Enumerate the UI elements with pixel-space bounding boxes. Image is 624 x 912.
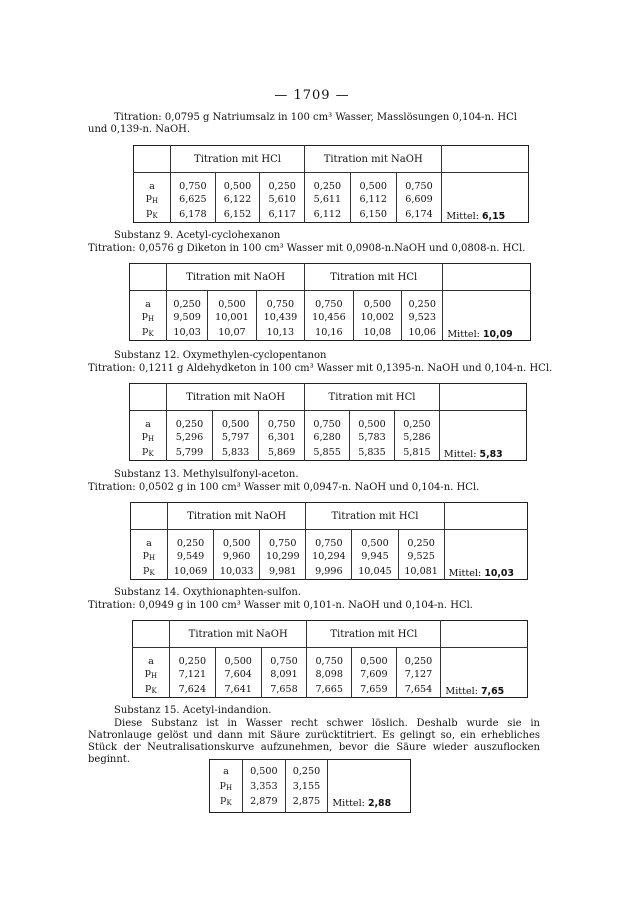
cell: 2,879 bbox=[243, 794, 286, 812]
titration-table-2 bbox=[129, 263, 531, 341]
cell: 6,625 bbox=[171, 192, 216, 207]
intro-line-1: Titration: 0,0795 g Natriumsalz in 100 cm³ Wasser, Masslösungen 0,104-n. HCl bbox=[114, 112, 517, 123]
label-ph-p: p bbox=[141, 310, 149, 321]
header-right: Titration mit HCl bbox=[306, 503, 444, 530]
label-ph-p: p bbox=[142, 549, 150, 560]
cell: 6,301 bbox=[259, 430, 305, 445]
label-ph-sub: H bbox=[226, 783, 233, 792]
cell: 9,549 bbox=[168, 549, 214, 564]
header-right: Titration mit HCl bbox=[305, 384, 440, 411]
empty-cell bbox=[328, 779, 411, 794]
cell: 0,750 bbox=[396, 173, 442, 193]
cell: 10,294 bbox=[306, 549, 352, 564]
cell: 5,610 bbox=[260, 192, 305, 207]
label-pk bbox=[134, 207, 171, 222]
row-pk bbox=[210, 794, 411, 812]
row-a bbox=[131, 530, 528, 550]
cell: 0,250 bbox=[394, 411, 439, 431]
mittel-value: 6,15 bbox=[482, 210, 506, 222]
heading-substanz-14: Substanz 14. Oxythionaphten-sulfon. bbox=[114, 587, 302, 598]
label-pk bbox=[133, 682, 170, 697]
cell: 6,178 bbox=[171, 207, 216, 222]
cell: 10,07 bbox=[208, 325, 256, 340]
mittel-value: 5,83 bbox=[479, 448, 503, 460]
row-ph bbox=[130, 430, 527, 445]
empty-cell bbox=[441, 667, 528, 682]
label-pk-sub: K bbox=[226, 798, 232, 807]
cell: 5,799 bbox=[167, 445, 213, 460]
label-ph-p: p bbox=[144, 667, 152, 678]
label-ph-sub: H bbox=[148, 314, 155, 323]
cell: 0,250 bbox=[402, 291, 443, 311]
label-ph bbox=[210, 779, 243, 794]
empty-cell bbox=[441, 648, 528, 668]
cell: 9,996 bbox=[306, 564, 352, 579]
cell: 3,155 bbox=[285, 779, 328, 794]
label-pk-sub: K bbox=[149, 568, 155, 577]
header-mittel-blank bbox=[442, 146, 529, 173]
mittel-label: Mittel: bbox=[443, 448, 477, 460]
label-pk-p: p bbox=[142, 444, 149, 456]
row-ph bbox=[131, 549, 528, 564]
cell: 6,280 bbox=[305, 430, 350, 445]
titration-table-5 bbox=[132, 620, 528, 698]
cell: 6,150 bbox=[350, 207, 396, 222]
mittel-cell bbox=[444, 564, 527, 579]
label-ph-p: p bbox=[219, 779, 227, 790]
row-ph bbox=[210, 779, 411, 794]
label-ph bbox=[131, 549, 168, 564]
cell: 5,286 bbox=[394, 430, 439, 445]
row-pk bbox=[134, 207, 529, 222]
mittel-label: Mittel: bbox=[447, 328, 480, 340]
mittel-label: Mittel: bbox=[446, 210, 479, 222]
header-blank bbox=[130, 264, 167, 291]
cell: 7,659 bbox=[352, 682, 397, 697]
cell: 10,456 bbox=[305, 310, 353, 325]
label-ph-sub: H bbox=[151, 671, 158, 680]
cell: 7,665 bbox=[307, 682, 352, 697]
cell: 5,611 bbox=[305, 192, 351, 207]
cell: 0,250 bbox=[396, 648, 441, 668]
mittel-value: 10,03 bbox=[484, 567, 514, 579]
cell: 6,112 bbox=[305, 207, 351, 222]
cell: 0,750 bbox=[261, 648, 307, 668]
header-mittel-blank bbox=[443, 264, 531, 291]
heading-substanz-12: Substanz 12. Oxymethylen-cyclopentanon bbox=[114, 350, 327, 361]
cell: 7,624 bbox=[170, 682, 216, 697]
header-mittel-blank bbox=[441, 621, 528, 648]
cell: 5,783 bbox=[350, 430, 395, 445]
cell: 0,750 bbox=[171, 173, 216, 193]
cell: 0,500 bbox=[214, 530, 260, 550]
row-a bbox=[130, 291, 531, 311]
cell: 5,835 bbox=[350, 445, 395, 460]
cell: 0,250 bbox=[285, 760, 328, 780]
header-blank bbox=[134, 146, 171, 173]
mittel-label: Mittel: bbox=[445, 685, 478, 697]
cell: 10,001 bbox=[208, 310, 256, 325]
cell: 8,098 bbox=[307, 667, 352, 682]
header-mittel-blank bbox=[439, 384, 526, 411]
cell: 0,750 bbox=[260, 530, 306, 550]
cell: 6,174 bbox=[396, 207, 442, 222]
cell: 9,523 bbox=[402, 310, 443, 325]
label-a: a bbox=[210, 760, 243, 780]
mittel-cell bbox=[443, 325, 531, 340]
row-a bbox=[133, 648, 528, 668]
cell: 0,750 bbox=[306, 530, 352, 550]
cell: 10,08 bbox=[353, 325, 401, 340]
cell: 10,069 bbox=[168, 564, 214, 579]
label-pk-sub: K bbox=[152, 211, 158, 220]
cell: 9,509 bbox=[167, 310, 208, 325]
cell: 0,750 bbox=[305, 291, 353, 311]
label-pk bbox=[130, 325, 167, 340]
cell: 0,500 bbox=[215, 648, 261, 668]
titration-substanz-13: Titration: 0,0502 g in 100 cm³ Wasser mit 0,0947-n. NaOH und 0,104-n. HCl. bbox=[88, 482, 480, 493]
cell: 6,117 bbox=[260, 207, 305, 222]
cell: 10,033 bbox=[214, 564, 260, 579]
header-left: Titration mit NaOH bbox=[170, 621, 307, 648]
cell: 7,641 bbox=[215, 682, 261, 697]
label-a: a bbox=[131, 530, 168, 550]
mittel-value: 7,65 bbox=[481, 685, 505, 697]
row-pk bbox=[130, 325, 531, 340]
empty-cell bbox=[439, 430, 526, 445]
label-pk-p: p bbox=[220, 793, 227, 805]
cell: 5,869 bbox=[259, 445, 305, 460]
cell: 0,500 bbox=[208, 291, 256, 311]
intro-line-2: und 0,139-n. NaOH. bbox=[88, 124, 191, 135]
empty-cell bbox=[328, 760, 411, 780]
cell: 10,13 bbox=[256, 325, 304, 340]
cell: 0,500 bbox=[353, 291, 401, 311]
empty-cell bbox=[442, 192, 529, 207]
cell: 10,16 bbox=[305, 325, 353, 340]
label-ph-p: p bbox=[145, 192, 153, 203]
mittel-label: Mittel: bbox=[448, 567, 482, 579]
row-a bbox=[210, 760, 411, 780]
cell: 0,750 bbox=[259, 411, 305, 431]
label-pk-sub: K bbox=[151, 686, 157, 695]
label-a: a bbox=[130, 291, 167, 311]
cell: 3,353 bbox=[243, 779, 286, 794]
empty-cell bbox=[442, 173, 529, 193]
titration-substanz-9: Titration: 0,0576 g Diketon in 100 cm³ Wasser mit 0,0908-n.NaOH und 0,0808-n. HCl. bbox=[88, 243, 526, 254]
cell: 0,250 bbox=[167, 411, 213, 431]
mittel-cell bbox=[441, 682, 528, 697]
heading-substanz-9: Substanz 9. Acetyl-cyclohexanon bbox=[114, 230, 281, 241]
titration-table-1 bbox=[133, 145, 529, 223]
mittel-cell bbox=[328, 794, 411, 812]
header-mittel-blank bbox=[444, 503, 527, 530]
cell: 0,250 bbox=[170, 648, 216, 668]
cell: 9,960 bbox=[214, 549, 260, 564]
cell: 0,500 bbox=[215, 173, 260, 193]
cell: 9,945 bbox=[352, 549, 398, 564]
cell: 6,152 bbox=[215, 207, 260, 222]
cell: 0,250 bbox=[168, 530, 214, 550]
label-pk-sub: K bbox=[148, 449, 154, 458]
header-right: Titration mit HCl bbox=[307, 621, 441, 648]
mittel-cell bbox=[439, 445, 526, 460]
cell: 0,500 bbox=[213, 411, 259, 431]
cell: 0,750 bbox=[305, 411, 350, 431]
cell: 7,604 bbox=[215, 667, 261, 682]
titration-substanz-12: Titration: 0,1211 g Aldehydketon in 100 cm³ Wasser mit 0,1395-n. NaOH und 0,104-n. HCl. bbox=[88, 363, 553, 374]
header-right: Titration mit NaOH bbox=[305, 146, 442, 173]
cell: 0,750 bbox=[307, 648, 352, 668]
cell: 0,500 bbox=[352, 648, 397, 668]
cell: 10,06 bbox=[402, 325, 443, 340]
cell: 10,081 bbox=[398, 564, 444, 579]
cell: 0,500 bbox=[243, 760, 286, 780]
label-a: a bbox=[130, 411, 167, 431]
cell: 5,815 bbox=[394, 445, 439, 460]
cell: 5,797 bbox=[213, 430, 259, 445]
header-left: Titration mit NaOH bbox=[167, 264, 305, 291]
label-pk bbox=[210, 794, 243, 812]
label-a: a bbox=[134, 173, 171, 193]
label-a: a bbox=[133, 648, 170, 668]
page-number: — 1709 — bbox=[274, 88, 350, 103]
label-ph-sub: H bbox=[148, 434, 155, 443]
row-ph bbox=[134, 192, 529, 207]
label-ph-p: p bbox=[141, 430, 149, 441]
cell: 0,500 bbox=[352, 530, 398, 550]
row-pk bbox=[131, 564, 528, 579]
label-ph bbox=[130, 430, 167, 445]
cell: 0,250 bbox=[398, 530, 444, 550]
empty-cell bbox=[443, 291, 531, 311]
cell: 6,609 bbox=[396, 192, 442, 207]
cell: 6,122 bbox=[215, 192, 260, 207]
cell: 9,981 bbox=[260, 564, 306, 579]
empty-cell bbox=[443, 310, 531, 325]
label-pk bbox=[130, 445, 167, 460]
cell: 7,654 bbox=[396, 682, 441, 697]
mittel-label: Mittel: bbox=[332, 797, 365, 809]
cell: 2,875 bbox=[285, 794, 328, 812]
cell: 6,112 bbox=[350, 192, 396, 207]
cell: 10,299 bbox=[260, 549, 306, 564]
cell: 0,250 bbox=[305, 173, 351, 193]
cell: 9,525 bbox=[398, 549, 444, 564]
cell: 10,439 bbox=[256, 310, 304, 325]
row-a bbox=[134, 173, 529, 193]
header-left: Titration mit HCl bbox=[171, 146, 305, 173]
row-a bbox=[130, 411, 527, 431]
label-pk-p: p bbox=[145, 681, 152, 693]
label-pk bbox=[131, 564, 168, 579]
cell: 10,03 bbox=[167, 325, 208, 340]
mittel-cell bbox=[442, 207, 529, 222]
label-pk-sub: K bbox=[148, 329, 154, 338]
cell: 7,121 bbox=[170, 667, 216, 682]
label-ph bbox=[133, 667, 170, 682]
cell: 5,833 bbox=[213, 445, 259, 460]
label-ph-sub: H bbox=[152, 196, 159, 205]
cell: 0,500 bbox=[350, 411, 395, 431]
heading-substanz-13: Substanz 13. Methylsulfonyl-aceton. bbox=[114, 469, 299, 480]
cell: 5,296 bbox=[167, 430, 213, 445]
cell: 0,250 bbox=[167, 291, 208, 311]
titration-table-4 bbox=[130, 502, 528, 580]
substanz-15-text: Diese Substanz ist in Wasser recht schwer löslich. Deshalb wurde sie in Natronlauge gelöst und dann mit Säure zurücktitriert. Es gelingt so, ein erhebliches Stück der Neutralisationskurve aufzunehmen, bevor die Säure wieder auszuflocken beginnt. bbox=[88, 718, 540, 765]
empty-cell bbox=[444, 549, 527, 564]
row-pk bbox=[130, 445, 527, 460]
titration-table-3 bbox=[129, 383, 527, 461]
row-ph bbox=[130, 310, 531, 325]
row-ph bbox=[133, 667, 528, 682]
label-pk-p: p bbox=[146, 206, 153, 218]
cell: 10,045 bbox=[352, 564, 398, 579]
cell: 8,091 bbox=[261, 667, 307, 682]
cell: 5,855 bbox=[305, 445, 350, 460]
label-ph bbox=[130, 310, 167, 325]
header-left: Titration mit NaOH bbox=[167, 384, 305, 411]
empty-cell bbox=[444, 530, 527, 550]
cell: 7,658 bbox=[261, 682, 307, 697]
cell: 10,002 bbox=[353, 310, 401, 325]
cell: 7,609 bbox=[352, 667, 397, 682]
empty-cell bbox=[439, 411, 526, 431]
label-ph bbox=[134, 192, 171, 207]
label-ph-sub: H bbox=[149, 553, 156, 562]
label-pk-p: p bbox=[143, 563, 150, 575]
cell: 7,127 bbox=[396, 667, 441, 682]
titration-substanz-14: Titration: 0,0949 g in 100 cm³ Wasser mit 0,101-n. NaOH und 0,104-n. HCl. bbox=[88, 600, 473, 611]
cell: 0,250 bbox=[260, 173, 305, 193]
titration-table-6 bbox=[209, 759, 411, 813]
row-pk bbox=[133, 682, 528, 697]
heading-substanz-15: Substanz 15. Acetyl-indandion. bbox=[114, 705, 272, 716]
cell: 0,750 bbox=[256, 291, 304, 311]
mittel-value: 10,09 bbox=[482, 328, 513, 340]
cell: 0,500 bbox=[350, 173, 396, 193]
header-blank bbox=[130, 384, 167, 411]
mittel-value: 2,88 bbox=[367, 797, 392, 809]
header-blank bbox=[131, 503, 168, 530]
header-left: Titration mit NaOH bbox=[168, 503, 306, 530]
header-blank bbox=[133, 621, 170, 648]
header-right: Titration mit HCl bbox=[305, 264, 443, 291]
label-pk-p: p bbox=[142, 324, 149, 336]
